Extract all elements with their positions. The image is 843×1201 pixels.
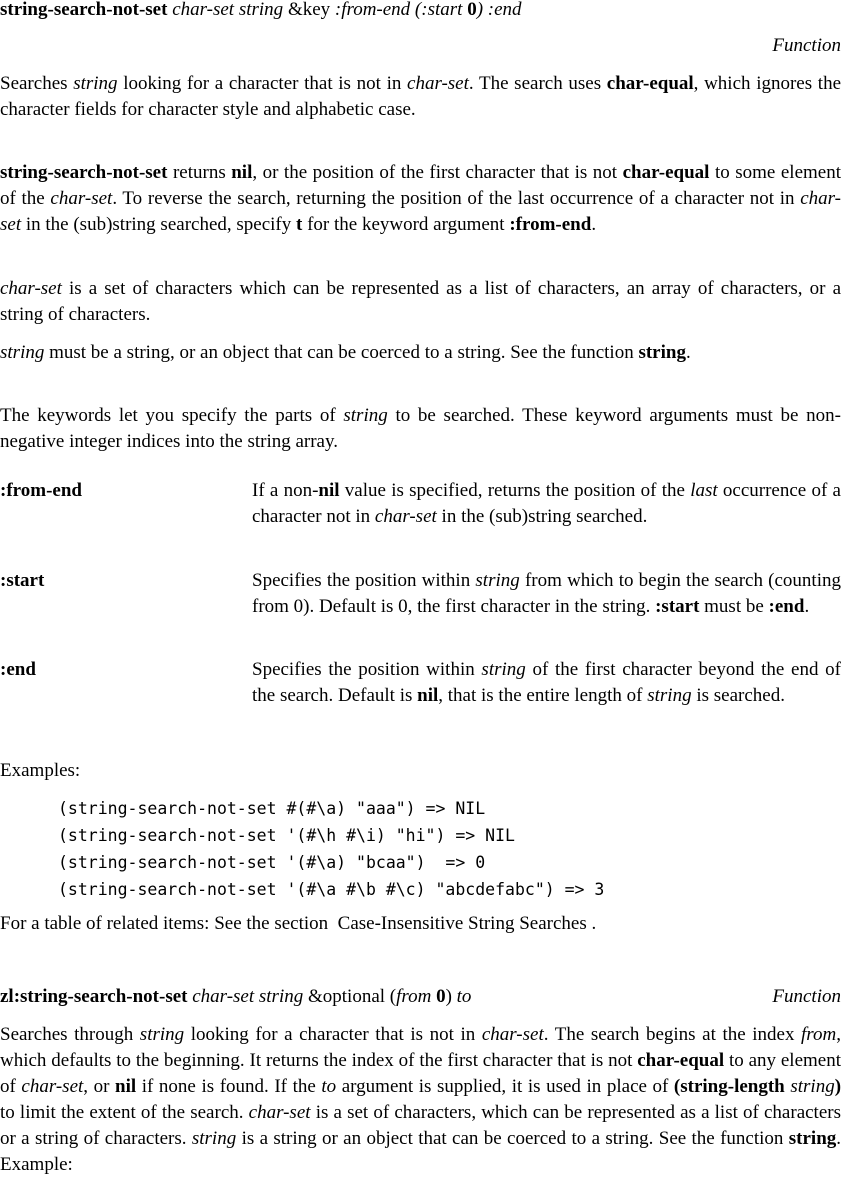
description-paragraph: string-search-not-set returns nil, or the position of the first character that is not char-equal to some element of the char-set. To reverse the search, returning the position of the last occurrence of a character not in char-set in the (sub)string searched, specify t for the keyword argument :from-end.: [0, 162, 842, 235]
description-paragraph: string must be a string, or an object that can be coerced to a string. See the function string.: [0, 342, 691, 363]
keyword-term: :from-end: [0, 480, 82, 501]
description-paragraph: char-set is a set of characters which can be represented as a list of characters, an array of characters, or a string of characters.: [0, 278, 841, 325]
function-signature: string-search-not-set char-set string &key :from-end (:start 0) :end: [0, 0, 522, 20]
code-example: (string-search-not-set '(#\h #\i) "hi") => NIL: [58, 826, 515, 845]
entry-kind: Function: [772, 986, 841, 1007]
keyword-description: If a non-nil value is specified, returns the position of the last occurrence of a character not in char-set in the (sub)string searched.: [252, 480, 841, 527]
description-paragraph: The keywords let you specify the parts of string to be searched. These keyword arguments must be non-negative integer indices into the string array.: [0, 405, 841, 452]
entry-kind: Function: [772, 35, 841, 56]
function-name: zl:string-search-not-set: [0, 986, 188, 1007]
description-paragraph: Searches string looking for a character that is not in char-set. The search uses char-equal, which ignores the character fields for character style and alphabetic case.: [0, 73, 841, 120]
keyword-description: Specifies the position within string from which to begin the search (counting from 0). Default is 0, the first character in the string. :start must be :end.: [252, 570, 841, 617]
function-name: string-search-not-set: [0, 0, 168, 20]
code-example: (string-search-not-set '(#\a #\b #\c) "abcdefabc") => 3: [58, 880, 605, 899]
keyword-description: Specifies the position within string of the first character beyond the end of the search. Default is nil, that is the entire length of string is searched.: [252, 659, 841, 706]
keyword-term: :end: [0, 659, 36, 680]
keyword-term: :start: [0, 570, 45, 591]
function-signature: zl:string-search-not-set char-set string &optional (from 0) to: [0, 986, 472, 1007]
code-example: (string-search-not-set #(#\a) "aaa") => NIL: [58, 799, 486, 818]
related-items-link[interactable]: For a table of related items: See the section Case-Insensitive String Searches .: [0, 913, 597, 934]
code-example: (string-search-not-set '(#\a) "bcaa") => 0: [58, 853, 486, 872]
examples-label: Examples:: [0, 760, 81, 781]
description-paragraph: Searches through string looking for a character that is not in char-set. The search begins at the index from, which defaults to the beginning. It returns the index of the first character that is not char-equal to any element of char-set, or nil if none is found. If the to argument is supplied, it is used in place of (string-length string) to limit the extent of the search. char-set is a set of characters, which can be represented as a list of characters or a string of characters. string is a string or an object that can be coerced to a string. See the function string. Example:: [0, 1024, 842, 1175]
